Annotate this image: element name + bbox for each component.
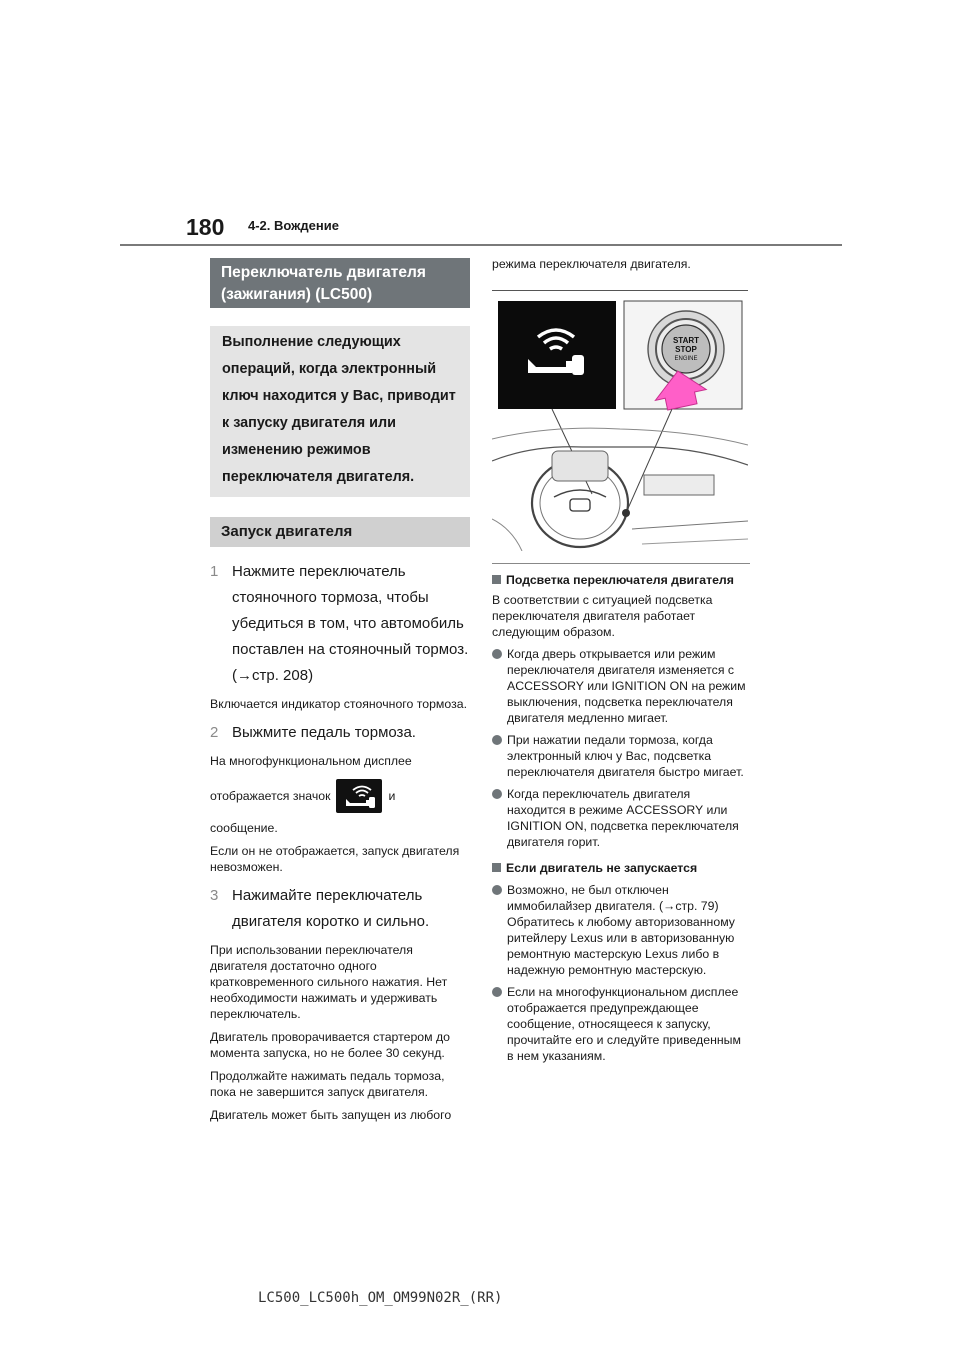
page-number: 180: [186, 214, 225, 240]
sub-heading-no-start-text: Если двигатель не запускается: [506, 861, 698, 875]
dashboard-figure: [492, 290, 748, 551]
bullet-3: [492, 786, 750, 850]
step-2-number: 2: [210, 724, 219, 741]
step-1-note: Включается индикатор стояночного тормоза.: [210, 697, 467, 711]
step-3-note-2: Двигатель проворачивается стартером до момента запуска, но не более 30 секунд.: [210, 1030, 451, 1060]
round-bullet-icon: [492, 987, 502, 997]
step-2-icon-line: [210, 779, 470, 813]
bullet-1: [492, 646, 750, 726]
start-engine-heading: Запуск двигателя: [210, 517, 470, 547]
stop-label: STOP: [675, 345, 697, 354]
header-rule: [120, 244, 842, 246]
step-1: [210, 559, 470, 689]
step-2-note-2a: отображается значок: [210, 789, 331, 803]
figure-rule: [492, 563, 750, 564]
continuation-text: режима переключателя двигателя.: [492, 257, 691, 271]
step-1-number: 1: [210, 563, 219, 580]
sub-heading-no-start: [492, 860, 750, 876]
section-title: 4-2. Вождение: [248, 218, 339, 233]
step-3-note-4: Двигатель может быть запущен из любого: [210, 1108, 452, 1122]
dashboard-illustration: [492, 299, 748, 551]
round-bullet-icon: [492, 789, 502, 799]
step-2-note-4: Если он не отображается, запуск двигателя невозможен.: [210, 844, 460, 874]
left-column: [210, 258, 470, 1123]
step-3: [210, 883, 470, 935]
start-label: START: [672, 336, 700, 345]
bullet-2-text: При нажатии педали тормоза, когда электронный ключ у Вас, подсветка переключателя двигателя быстро мигает.: [507, 733, 744, 779]
step-2-note-2b: и: [388, 789, 396, 803]
square-bullet-icon: [492, 863, 501, 872]
round-bullet-icon: [492, 885, 502, 895]
step-3-note-3: Продолжайте нажимать педаль тормоза, пока не завершится запуск двигателя.: [210, 1069, 445, 1099]
step-2-note-1: На многофункциональном дисплее: [210, 754, 412, 768]
square-bullet-icon: [492, 575, 501, 584]
key-indicator-icon: [336, 779, 382, 813]
step-3-note-1: При использовании переключателя двигателя достаточно одного кратковременного сильного нажатия. Нет необходимости нажимать и удерживать переключатель.: [210, 943, 448, 1021]
bullet-5: [492, 984, 750, 1064]
bullet-2: [492, 732, 750, 780]
intro-box: Выполнение следующих операций, когда электронный ключ находится у Вас, приводит к запуску двигателя или изменению режимов переключателя двигателя.: [210, 326, 470, 497]
engine-label: ENGINE: [674, 356, 698, 362]
step-2-note-3: сообщение.: [210, 821, 278, 835]
document-code: LC500_LC500h_OM_OM99N02R_(RR): [258, 1290, 503, 1306]
bullet-5-text: Если на многофункциональном дисплее отображается предупреждающее сообщение, относящееся к запуску, прочитайте его и следуйте приведенным в нем указаниям.: [507, 985, 741, 1063]
bullet-1-text: Когда дверь открывается или режим переключателя двигателя изменяется с ACCESSORY или IGNITION ON на режим выключения, подсветка переключателя двигателя медленно мигает.: [507, 647, 746, 725]
step-2: [210, 720, 470, 746]
bullet-3-text: Когда переключатель двигателя находится в режиме ACCESSORY или IGNITION ON, подсветка переключателя двигателя горит.: [507, 787, 739, 849]
step-2-text: Выжмите педаль тормоза.: [232, 724, 416, 741]
sub-heading-illumination: [492, 572, 750, 588]
round-bullet-icon: [492, 649, 502, 659]
step-1-text: Нажмите переключатель стояночного тормоза, чтобы убедиться в том, что автомобиль поставлен на стояночный тормоз. (→стр. 208): [232, 563, 469, 684]
bullet-4-text: Возможно, не был отключен иммобилайзер двигателя. (→стр. 79) Обратитесь к любому авторизованному ритейлеру Lexus или в авторизованную ремонтную мастерскую Lexus либо в надежную ремонтную мастерскую.: [507, 883, 735, 977]
step-3-number: 3: [210, 887, 219, 904]
bullet-4: [492, 882, 750, 978]
right-column: [492, 256, 750, 1064]
round-bullet-icon: [492, 735, 502, 745]
illumination-text: В соответствии с ситуацией подсветка переключателя двигателя работает следующим образом.: [492, 593, 713, 639]
step-3-text: Нажимайте переключатель двигателя коротко и сильно.: [232, 887, 430, 930]
sub-heading-illumination-text: Подсветка переключателя двигателя: [506, 573, 734, 587]
main-title: Переключатель двигателя (зажигания) (LC500): [210, 258, 470, 308]
